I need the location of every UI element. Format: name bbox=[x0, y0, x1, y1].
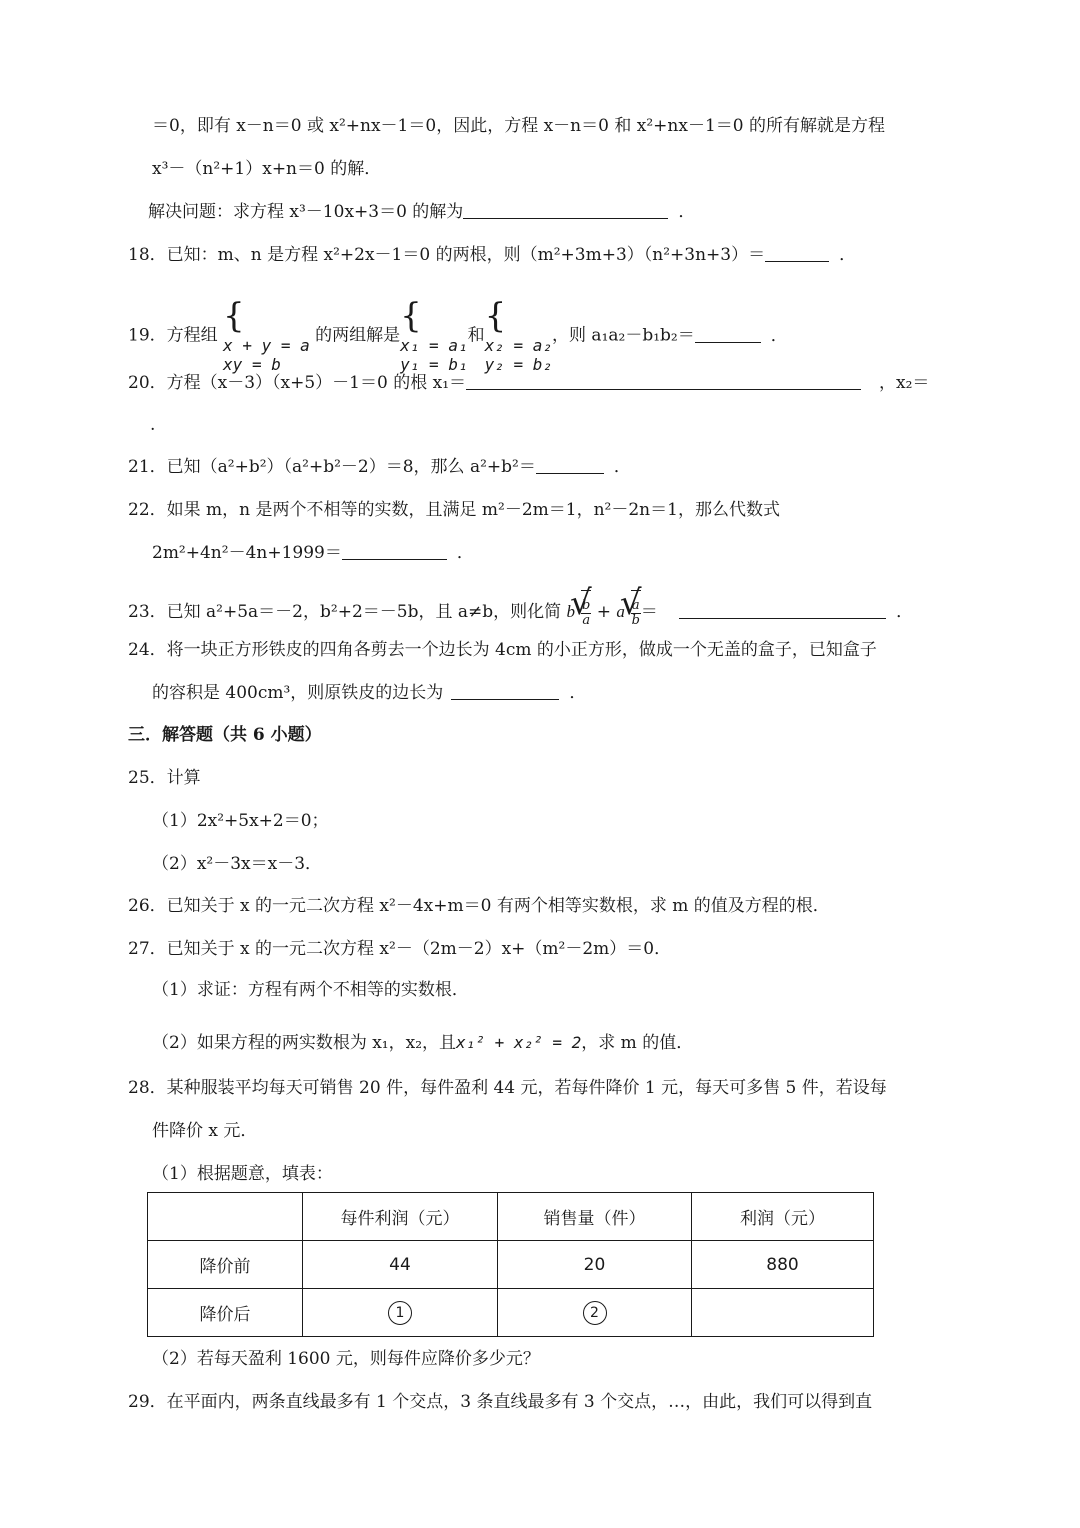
table-cell: 44 bbox=[303, 1241, 498, 1289]
table-header-cell: 利润（元） bbox=[692, 1193, 874, 1241]
table-cell: 880 bbox=[692, 1241, 874, 1289]
table-row bbox=[148, 1289, 874, 1337]
question-27: 27．已知关于 x 的一元二次方程 x²－（2m－2）x+（m²－2m）＝0． bbox=[128, 939, 672, 959]
question-20 bbox=[128, 371, 929, 395]
q19-suffix: ，则 a₁a₂－b₁b₂＝ bbox=[552, 325, 695, 346]
period: ． bbox=[770, 325, 788, 346]
equation-system-3: { x₂ = a₂ y₂ = b₂ bbox=[484, 296, 553, 374]
period: ． bbox=[456, 543, 474, 563]
table-cell: 降价前 bbox=[148, 1241, 303, 1289]
q23-eq: ＝ bbox=[640, 602, 658, 622]
section-3-heading: 三．解答题（共 6 小题） bbox=[128, 725, 322, 745]
q19-and: 和 bbox=[467, 325, 485, 346]
q23-text: 23．已知 a²+5a＝－2，b²+2＝－5b，且 a≠b，则化简 bbox=[128, 602, 562, 622]
answer-blank bbox=[451, 681, 559, 700]
circled-number-2: 2 bbox=[583, 1301, 607, 1325]
table-cell bbox=[303, 1289, 498, 1337]
table-header-cell: 销售量（件） bbox=[498, 1193, 692, 1241]
question-26: 26．已知关于 x 的一元二次方程 x²－4x+m＝0 有两个相等实数根，求 m 的值及方程的根． bbox=[128, 896, 830, 916]
q20-x2: ，x₂＝ bbox=[879, 373, 930, 393]
sqrt-b-over-a bbox=[581, 590, 591, 635]
question-21 bbox=[128, 455, 631, 479]
q19-mid: 的两组解是 bbox=[315, 325, 401, 346]
frac-den: a bbox=[582, 613, 591, 628]
q23-coef-1: b bbox=[566, 602, 576, 621]
question-22-line-2 bbox=[152, 541, 474, 565]
q21-text: 21．已知（a²+b²）（a²+b²－2）＝8，那么 a²+b²＝ bbox=[128, 457, 536, 477]
question-29: 29．在平面内，两条直线最多有 1 个交点，3 条直线最多有 3 个交点，…，由此，我们可以得到直 bbox=[128, 1392, 873, 1412]
question-24-line-2 bbox=[152, 681, 586, 705]
table-cell bbox=[498, 1289, 692, 1337]
question-25: 25．计算 bbox=[128, 768, 201, 788]
question-27-part-2 bbox=[152, 1031, 693, 1055]
system-row: xy = b bbox=[223, 355, 281, 374]
answer-blank bbox=[463, 200, 668, 219]
period: ． bbox=[678, 202, 696, 222]
question-24-line-1: 24．将一块正方形铁皮的四角各剪去一个边长为 4cm 的小正方形，做成一个无盖的盒子，已知盒子 bbox=[128, 640, 877, 660]
question-18 bbox=[128, 243, 856, 267]
continuation-line-1: ＝0，即有 x－n＝0 或 x²+nx－1＝0，因此，方程 x－n＝0 和 x²+nx－1＝0 的所有解就是方程 bbox=[152, 116, 885, 136]
system-row: x₁ = a₁ bbox=[400, 336, 468, 355]
question-20-cont: . bbox=[150, 415, 156, 435]
q27-2-text: （2）如果方程的两实数根为 x₁，x₂，且 bbox=[152, 1033, 457, 1053]
frac-den: b bbox=[631, 613, 640, 628]
q19-prefix: 19．方程组 bbox=[128, 325, 218, 346]
answer-blank bbox=[536, 455, 604, 474]
circled-number-1: 1 bbox=[388, 1301, 412, 1325]
question-27-part-1: （1）求证：方程有两个不相等的实数根． bbox=[152, 980, 469, 1000]
period: ． bbox=[613, 457, 631, 477]
question-23 bbox=[128, 590, 913, 635]
solve-prompt-text: 解决问题：求方程 x³－10x+3＝0 的解为 bbox=[148, 202, 464, 222]
frac-num: √ a bbox=[631, 598, 640, 613]
question-25-part-1: （1）2x²+5x+2＝0； bbox=[152, 811, 329, 831]
answer-blank bbox=[342, 541, 447, 560]
table-cell bbox=[692, 1289, 874, 1337]
equation-system-1: { x + y = a xy = b bbox=[223, 296, 310, 374]
system-row: y₁ = b₁ bbox=[400, 355, 468, 374]
period: ． bbox=[569, 683, 587, 703]
q22-text: 2m²+4n²－4n+1999＝ bbox=[152, 543, 342, 563]
table-header-cell bbox=[148, 1193, 303, 1241]
answer-blank bbox=[466, 371, 861, 390]
system-row: x₂ = a₂ bbox=[484, 336, 553, 355]
table-cell: 降价后 bbox=[148, 1289, 303, 1337]
q23-plus: + bbox=[596, 602, 612, 622]
system-row: x + y = a bbox=[223, 336, 310, 355]
period: ． bbox=[839, 245, 857, 265]
q27-2-tail: ，求 m 的值． bbox=[581, 1033, 694, 1053]
q20-text: 20．方程（x－3）（x+5）－1＝0 的根 x₁＝ bbox=[128, 373, 467, 393]
answer-blank bbox=[679, 600, 886, 619]
answer-blank bbox=[765, 243, 829, 262]
profit-table bbox=[147, 1192, 874, 1337]
continuation-line-2: x³－（n²+1）x+n＝0 的解． bbox=[152, 159, 382, 179]
table-row bbox=[148, 1241, 874, 1289]
q27-2-equation: x₁² + x₂² = 2 bbox=[456, 1033, 582, 1052]
question-28-part-1: （1）根据题意，填表： bbox=[152, 1164, 333, 1184]
question-28-line-2: 件降价 x 元． bbox=[152, 1121, 258, 1141]
question-25-part-2: （2）x²－3x＝x－3． bbox=[152, 854, 323, 874]
frac-num: √ b bbox=[582, 598, 591, 613]
question-28-part-2: （2）若每天盈利 1600 元，则每件应降价多少元？ bbox=[152, 1349, 540, 1369]
answer-blank bbox=[695, 324, 761, 343]
period: ． bbox=[896, 602, 914, 622]
question-22-line-1: 22．如果 m，n 是两个不相等的实数，且满足 m²－2m＝1，n²－2n＝1，那么代数式 bbox=[128, 500, 780, 520]
equation-system-2: { x₁ = a₁ y₁ = b₁ bbox=[400, 296, 468, 374]
table-cell: 20 bbox=[498, 1241, 692, 1289]
table-header-row bbox=[148, 1193, 874, 1241]
q18-text: 18．已知：m、n 是方程 x²+2x－1＝0 的两根，则（m²+3m+3）（n²+3n+3）＝ bbox=[128, 245, 766, 265]
sqrt-a-over-b bbox=[631, 590, 641, 635]
q23-coef-2: a bbox=[616, 602, 625, 621]
question-19 bbox=[128, 298, 788, 374]
table-header-cell: 每件利润（元） bbox=[303, 1193, 498, 1241]
system-row: y₂ = b₂ bbox=[484, 355, 553, 374]
solve-prompt bbox=[148, 200, 695, 224]
q24-text: 的容积是 400cm³，则原铁皮的边长为 bbox=[152, 683, 444, 703]
question-28-line-1: 28．某种服装平均每天可销售 20 件，每件盈利 44 元，若每件降价 1 元，每天可多售 5 件，若设每 bbox=[128, 1078, 887, 1098]
